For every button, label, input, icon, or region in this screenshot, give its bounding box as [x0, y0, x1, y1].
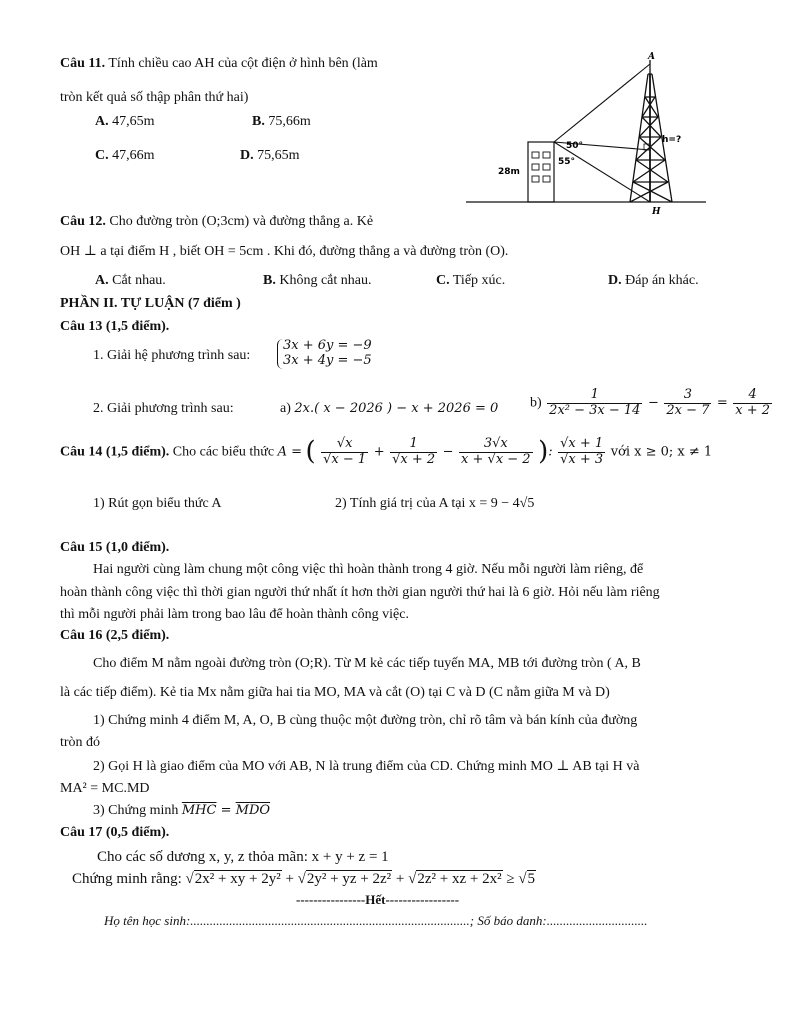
angle-50-label: 50° [566, 141, 584, 151]
q11-option-d: D. 75,65m [240, 148, 300, 163]
student-id-label: Số báo danh: [477, 913, 547, 928]
q11-text2: tròn kết quả số thập phân thứ hai) [60, 90, 249, 105]
q17-rhs: 5 [527, 871, 536, 887]
q16-line4: tròn đó [60, 735, 101, 750]
point-a-label: A [648, 52, 655, 62]
q15-line1: Hai người cùng làm chung một công việc thì hoàn thành trong 4 giờ. Nếu mỗi người làm riêng, để [93, 562, 644, 577]
q14-frac1: $\frac{√x}{√x - 1}$ [323, 436, 367, 467]
q17-root3: 2z² + xz + 2x² [417, 871, 502, 887]
student-id-field: ............................... [546, 913, 648, 928]
q16-line1: Cho điểm M nằm ngoài đường tròn (O;R). Từ M kẻ các tiếp tuyến MA, MB tới đường tròn ( A, B [93, 656, 641, 671]
q12-option-b: B. Không cắt nhau. [263, 273, 372, 288]
q14-line: Câu 14 (1,5 điểm). Cho các biểu thức A = ( $\frac{√x}{√x - 1}$ + $\frac{1}{√x + 2}$ − $\frac{3√x}{x + √x - 2}$ ): $\frac{√x + 1}{√x + 3}$ với x ≥ 0; x ≠ 1 [60, 436, 713, 467]
q13-eq1: 3x + 6y = −9 [283, 338, 372, 353]
q13-a-equation: 2x.( x − 2026 ) − x + 2026 = 0 [294, 401, 499, 416]
q17-label: Câu 17 (0,5 điểm). [60, 825, 170, 840]
q14-sub2: 2) Tính giá trị của A tại x = 9 − 4√5 [335, 496, 535, 511]
end-marker: ----------------Hết----------------- [296, 892, 460, 907]
q13-label: Câu 13 (1,5 điểm). [60, 319, 170, 334]
q11-option-c: C. 47,66m [95, 148, 155, 163]
q13-eq2: 3x + 4y = −5 [283, 352, 372, 368]
q13-item1: 1. Giải hệ phương trình sau: [93, 348, 251, 363]
sight-line-bottom [554, 142, 650, 202]
q11-option-b: B. 75,66m [252, 114, 311, 129]
q14-label: Câu 14 (1,5 điểm). [60, 444, 170, 460]
q11-label: Câu 11. [60, 56, 106, 71]
q16-line2: là các tiếp điểm). Kẻ tia Mx nằm giữa hai tia MO, MA và cắt (O) tại C và D (C nằm giữa M và D) [60, 685, 610, 700]
q14-sub1: 1) Rút gọn biểu thức A [93, 496, 222, 511]
tower-figure [462, 52, 706, 222]
q14-frac2: $\frac{1}{√x + 2}$ [392, 436, 436, 467]
q13-item2: 2. Giải phương trình sau: [93, 401, 234, 416]
sight-line-top [554, 64, 650, 142]
q15-line3: thì mỗi người phải làm trong bao lâu để hoàn thành công việc. [60, 607, 409, 622]
q16-line3: 1) Chứng minh 4 điểm M, A, O, B cùng thuộc một đường tròn, chỉ rõ tâm và bán kính của đường [93, 713, 638, 728]
point-h-label: H [652, 207, 661, 217]
q13-b-frac1: $\frac{1}{\text{2x² − 3x − 14}}$ [549, 387, 641, 418]
q12-text2: OH ⊥ a tại điểm H , biết OH = 5cm . Khi đó, đường thẳng a và đường tròn (O). [60, 244, 509, 259]
student-name-label: Họ tên học sinh: [104, 913, 191, 928]
q13-b-frac3: $\frac{4}{x + 2}$ [735, 387, 771, 418]
q16-angle1: $\overline{MHC}$ [181, 803, 217, 818]
q15-label: Câu 15 (1,0 điểm). [60, 540, 170, 555]
tower-height-label: h=? [662, 135, 682, 145]
building-windows [532, 152, 550, 182]
part2-title: PHẦN II. TỰ LUẬN (7 điểm ) [60, 296, 241, 311]
q17-line1: Cho các số dương x, y, z thỏa mãn: x + y + z = 1 [97, 849, 389, 865]
q11-text1: Tính chiều cao AH của cột điện ở hình bên (làm [108, 56, 378, 71]
q16-angle2: $\overline{MDO}$ [235, 803, 271, 818]
q11-line1 [60, 56, 378, 72]
q17-line2: Chứng minh rằng: √ 2x² + xy + 2y² + √ 2y² + yz + 2z² + √ 2z² + xz + 2x² ≥ √ 5 [72, 871, 536, 888]
q13-part-b: b) $\frac{1}{\text{2x² − 3x − 14}}$ − $\frac{3}{2x - 7}$ = $\frac{4}{x + 2}$ [530, 387, 771, 418]
angle-55-label: 55° [558, 157, 576, 167]
q16-label: Câu 16 (2,5 điểm). [60, 628, 170, 643]
q12-label: Câu 12. [60, 214, 106, 229]
q13-b-frac2: $\frac{3}{2x - 7}$ [666, 387, 710, 418]
q12-text1: Cho đường tròn (O;3cm) và đường thẳng a. Kẻ [109, 214, 374, 229]
q16-line7: 3) Chứng minh $\overline{MHC} = \overline{MDO}$ [93, 803, 271, 818]
q17-root2: 2y² + yz + 2z² [306, 871, 392, 887]
q14-frac3: $\frac{3√x}{x + √x - 2}$ [461, 436, 531, 467]
q13-system [277, 339, 372, 369]
q16-line6: MA² = MC.MD [60, 781, 150, 796]
q12-option-d: D. Đáp án khác. [608, 273, 699, 288]
student-name-field: ......................................................................................; [190, 913, 475, 928]
footer [104, 914, 647, 929]
q14-frac4: $\frac{√x + 1}{√x + 3}$ [560, 436, 604, 467]
building [528, 142, 554, 202]
q12-option-a: A. Cắt nhau. [95, 273, 166, 288]
q14-condition: với x ≥ 0; x ≠ 1 [610, 444, 713, 460]
q11-option-a: A. 47,65m [95, 114, 155, 129]
q16-line5: 2) Gọi H là giao điểm của MO với AB, N là trung điểm của CD. Chứng minh MO ⊥ AB tại H và [93, 759, 640, 774]
tower [630, 60, 672, 202]
q17-root1: 2x² + xy + 2y² [194, 871, 281, 887]
q12-line1 [60, 214, 373, 230]
q13-part-a: a) 2x.( x − 2026 ) − x + 2026 = 0 [280, 401, 499, 416]
building-height-label: 28m [498, 167, 520, 177]
q12-option-c: C. Tiếp xúc. [436, 273, 506, 288]
q15-line2: hoàn thành công việc thì thời gian người thứ nhất ít hơn thời gian người thứ hai là 6 giờ. Hỏi nếu làm riêng [60, 585, 660, 600]
